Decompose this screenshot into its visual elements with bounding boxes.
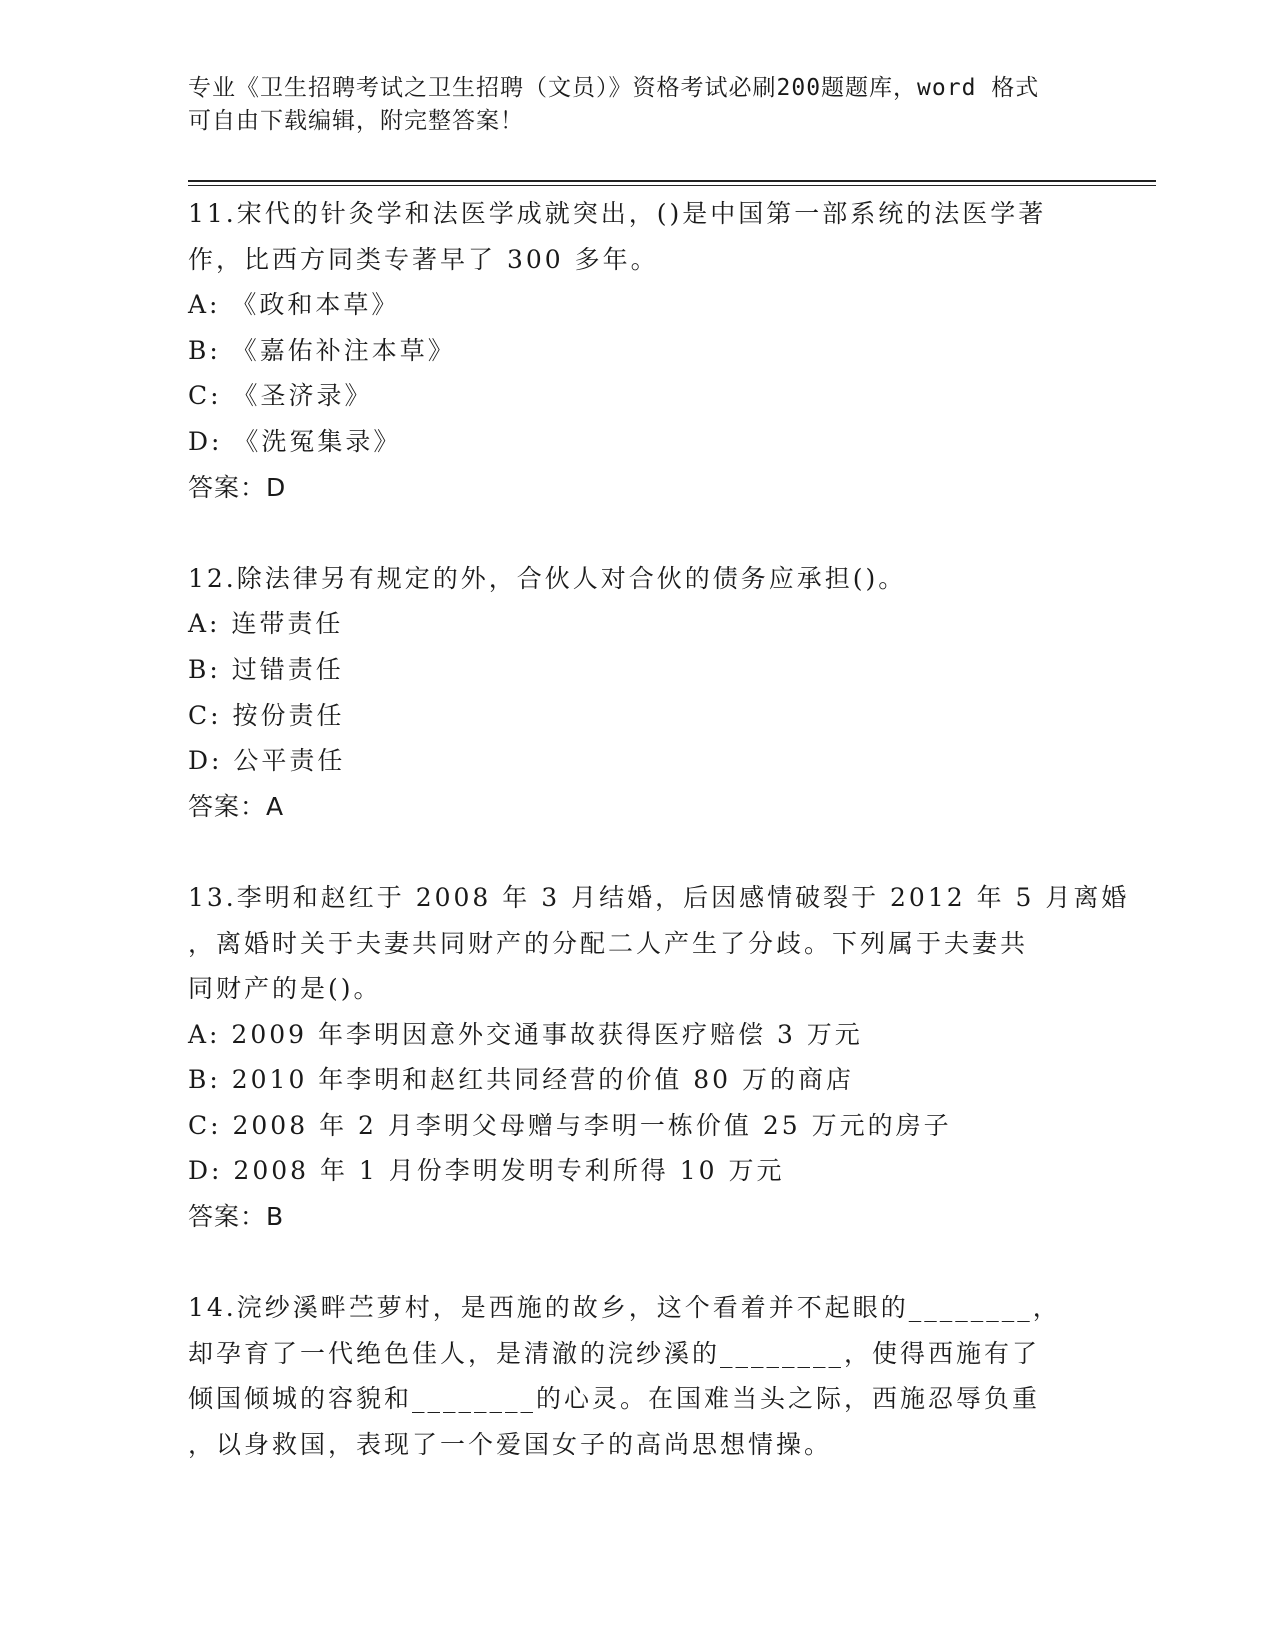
header-divider-thin bbox=[188, 185, 1156, 186]
question-text: ，离婚时关于夫妻共同财产的分配二人产生了分歧。下列属于夫妻共 bbox=[188, 928, 1029, 958]
option-d: D: 2008 年 1 月份李明发明专利所得 10 万元 bbox=[188, 1156, 785, 1186]
option-b: B: 《嘉佑补注本草》 bbox=[188, 335, 456, 365]
question-block bbox=[188, 875, 1130, 1240]
question-text: 倾国倾城的容貌和________的心灵。在国难当头之际，西施忍辱负重 bbox=[188, 1384, 1041, 1414]
answer-line: 答案：D bbox=[188, 472, 287, 502]
question-text: 作，比西方同类专著早了 300 多年。 bbox=[188, 244, 659, 274]
option-a: A: 《政和本草》 bbox=[188, 290, 400, 320]
header-divider bbox=[188, 180, 1156, 182]
option-d: D: 公平责任 bbox=[188, 746, 346, 776]
document-header bbox=[188, 72, 1088, 138]
option-a: A: 连带责任 bbox=[188, 609, 344, 639]
question-block bbox=[188, 1285, 1088, 1467]
answer-line: 答案：A bbox=[188, 791, 285, 821]
spacer bbox=[188, 510, 1088, 556]
option-c: C: 按份责任 bbox=[188, 700, 345, 730]
option-b: B: 2010 年李明和赵红共同经营的价值 80 万的商店 bbox=[188, 1065, 855, 1095]
option-b: B: 过错责任 bbox=[188, 654, 344, 684]
question-text: 11.宋代的针灸学和法医学成就突出，()是中国第一部系统的法医学著 bbox=[188, 199, 1047, 228]
header-line: 可自由下载编辑，附完整答案！ bbox=[188, 108, 524, 134]
question-text: 同财产的是()。 bbox=[188, 974, 382, 1004]
spacer bbox=[188, 829, 1088, 875]
answer-line: 答案：B bbox=[188, 1202, 285, 1232]
question-text: 却孕育了一代绝色佳人，是清澈的浣纱溪的________，使得西施有了 bbox=[188, 1338, 1041, 1368]
option-a: A: 2009 年李明因意外交通事故获得医疗赔偿 3 万元 bbox=[188, 1019, 863, 1049]
question-list bbox=[188, 191, 1130, 1468]
spacer bbox=[188, 1240, 1088, 1286]
question-text: 12.除法律另有规定的外，合伙人对合伙的债务应承担()。 bbox=[188, 563, 907, 593]
question-text: 13.李明和赵红于 2008 年 3 月结婚，后因感情破裂于 2012 年 5 月离婚 bbox=[188, 882, 1130, 912]
question-text: 14.浣纱溪畔苎萝村，是西施的故乡，这个看着并不起眼的________， bbox=[188, 1293, 1061, 1323]
question-block bbox=[188, 191, 1088, 510]
question-block bbox=[188, 556, 1088, 830]
option-d: D: 《洗冤集录》 bbox=[188, 426, 402, 456]
question-text: ，以身救国，表现了一个爱国女子的高尚思想情操。 bbox=[188, 1430, 833, 1460]
option-c: C: 《圣济录》 bbox=[188, 381, 373, 411]
option-c: C: 2008 年 2 月李明父母赠与李明一栋价值 25 万元的房子 bbox=[188, 1110, 952, 1140]
header-line: 专业《卫生招聘考试之卫生招聘（文员）》资格考试必刷200题题库，word 格式 bbox=[188, 75, 1040, 101]
